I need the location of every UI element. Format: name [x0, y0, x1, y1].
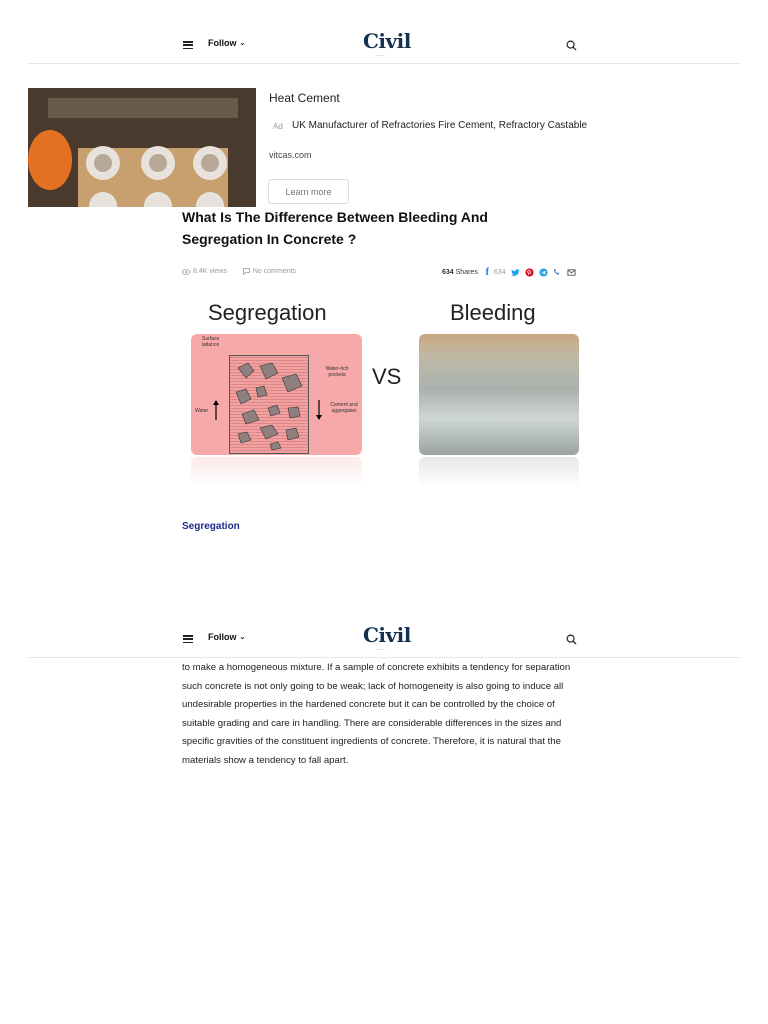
pinterest-icon[interactable]	[525, 268, 534, 277]
telegram-icon[interactable]	[539, 268, 548, 277]
chevron-down-icon: ⌄	[239, 634, 246, 641]
share-count	[442, 269, 478, 276]
share-bar	[442, 266, 576, 278]
follow-button[interactable]	[208, 632, 245, 642]
phone-icon[interactable]	[553, 268, 562, 277]
logo-text: Civil	[363, 29, 411, 53]
ad-image[interactable]	[28, 88, 256, 207]
article-title: What Is The Difference Between Bleeding And Segregation In Concrete ?	[182, 209, 488, 247]
hamburger-menu-icon[interactable]	[183, 635, 193, 643]
logo-subline: ⋯⋯⋯	[376, 53, 385, 57]
featured-image	[182, 294, 586, 498]
hamburger-menu-icon[interactable]	[183, 41, 193, 49]
facebook-icon[interactable]: f	[485, 266, 489, 278]
comments-link[interactable]: No comments	[252, 268, 297, 275]
vs-label: VS	[372, 364, 402, 389]
search-icon[interactable]	[566, 634, 577, 645]
site-logo[interactable]	[363, 624, 409, 654]
chevron-down-icon: ⌄	[239, 40, 246, 47]
facebook-share-count: 634	[493, 268, 506, 276]
segregation-reflection	[191, 457, 362, 487]
image-label-segregation: Segregation	[208, 300, 327, 325]
follow-label: Follow	[208, 632, 237, 642]
arrow-down-icon	[316, 400, 322, 420]
twitter-icon[interactable]	[511, 268, 520, 277]
share-count-label: Shares	[455, 268, 478, 276]
ad-url[interactable]: vitcas.com	[269, 150, 312, 160]
bleeding-reflection	[419, 457, 579, 487]
search-icon[interactable]	[566, 40, 577, 51]
ad-banner[interactable]	[28, 88, 740, 208]
share-count-number: 634	[442, 268, 454, 276]
logo-text: Civil	[363, 623, 411, 647]
ad-learn-more-button[interactable]: Learn more	[268, 179, 349, 204]
cement-aggregates-label: Cement and aggregates	[330, 402, 358, 414]
follow-label: Follow	[208, 38, 237, 48]
email-icon[interactable]	[567, 268, 576, 277]
segregation-diagram	[191, 334, 362, 455]
ad-badge: Ad	[273, 122, 283, 131]
views-count: 8.4K views	[193, 268, 227, 275]
site-logo[interactable]	[363, 30, 409, 60]
comment-icon[interactable]	[243, 268, 250, 275]
bleeding-photo	[419, 334, 579, 455]
surface-laitance-label: Surface laitance	[202, 336, 220, 348]
section-heading-segregation[interactable]: Segregation	[182, 521, 240, 532]
concrete-sample	[229, 355, 309, 454]
article-body-paragraph: to make a homogeneous mixture. If a sample of concrete exhibits a tendency for separation such concrete is not only going to be weak; lack of homogeneity is also going to induce all undesirable properties in the hardened concrete but it can be controlled by the choice of suitable grading and care in handling. There are considerable differences in the sizes and specific gravities of the constituent ingredients of concrete. Therefore, it is natural that the materials show a tendency to fall apart.	[182, 662, 571, 766]
water-pockets-label: Water-rich pockets	[325, 366, 349, 378]
logo-subline: ⋯⋯⋯	[376, 647, 385, 651]
eye-icon	[182, 269, 190, 275]
site-header	[28, 0, 740, 64]
water-label: Water	[195, 408, 209, 414]
image-label-bleeding: Bleeding	[450, 300, 536, 325]
ad-description[interactable]: UK Manufacturer of Refractories Fire Cement, Refractory Castable	[292, 120, 588, 131]
follow-button[interactable]	[208, 38, 245, 48]
article-meta	[182, 268, 296, 275]
ad-title[interactable]: Heat Cement	[269, 91, 340, 105]
sticky-header	[28, 594, 740, 658]
arrow-up-icon	[213, 400, 219, 420]
